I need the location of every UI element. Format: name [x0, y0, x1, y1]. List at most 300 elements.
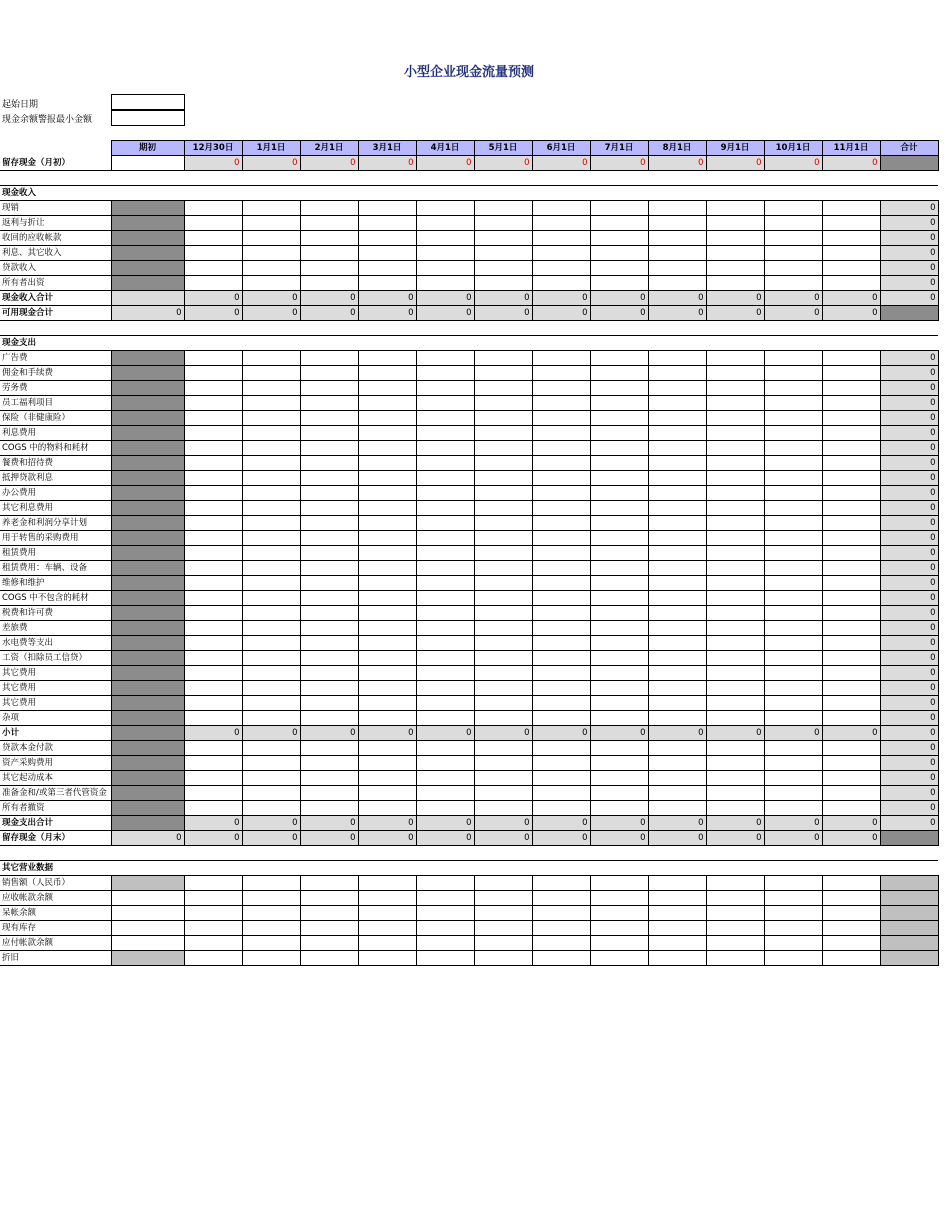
month-input-cell[interactable] [300, 261, 358, 276]
month-input-cell[interactable] [184, 486, 242, 501]
month-input-cell[interactable] [822, 876, 880, 891]
month-input-cell[interactable] [300, 621, 358, 636]
month-input-cell[interactable] [590, 711, 648, 726]
month-input-cell[interactable] [532, 891, 590, 906]
month-input-cell[interactable] [648, 876, 706, 891]
month-input-cell[interactable] [474, 486, 532, 501]
month-input-cell[interactable] [184, 786, 242, 801]
month-input-cell[interactable] [532, 531, 590, 546]
month-input-cell[interactable] [416, 936, 474, 951]
month-input-cell[interactable] [184, 201, 242, 216]
month-input-cell[interactable] [590, 876, 648, 891]
month-input-cell[interactable] [474, 441, 532, 456]
month-input-cell[interactable] [242, 591, 300, 606]
month-input-cell[interactable] [648, 606, 706, 621]
month-input-cell[interactable] [706, 456, 764, 471]
month-input-cell[interactable] [822, 471, 880, 486]
opening-cell[interactable] [111, 156, 184, 171]
month-input-cell[interactable] [300, 231, 358, 246]
month-input-cell[interactable] [532, 441, 590, 456]
month-input-cell[interactable] [358, 801, 416, 816]
month-input-cell[interactable] [358, 636, 416, 651]
month-input-cell[interactable] [358, 231, 416, 246]
month-input-cell[interactable] [358, 606, 416, 621]
month-input-cell[interactable] [590, 216, 648, 231]
month-input-cell[interactable] [648, 381, 706, 396]
month-input-cell[interactable] [532, 471, 590, 486]
month-input-cell[interactable] [300, 501, 358, 516]
month-input-cell[interactable] [532, 786, 590, 801]
month-input-cell[interactable] [300, 801, 358, 816]
month-input-cell[interactable] [474, 471, 532, 486]
month-input-cell[interactable] [706, 261, 764, 276]
month-input-cell[interactable] [532, 486, 590, 501]
month-input-cell[interactable] [648, 651, 706, 666]
month-input-cell[interactable] [416, 501, 474, 516]
month-input-cell[interactable] [358, 276, 416, 291]
month-input-cell[interactable] [706, 771, 764, 786]
month-input-cell[interactable] [416, 381, 474, 396]
month-input-cell[interactable] [822, 696, 880, 711]
month-input-cell[interactable] [822, 261, 880, 276]
month-input-cell[interactable] [416, 651, 474, 666]
month-input-cell[interactable] [706, 561, 764, 576]
month-input-cell[interactable] [590, 756, 648, 771]
month-input-cell[interactable] [764, 786, 822, 801]
month-input-cell[interactable] [300, 561, 358, 576]
month-input-cell[interactable] [242, 606, 300, 621]
month-input-cell[interactable] [822, 426, 880, 441]
month-input-cell[interactable] [706, 471, 764, 486]
month-input-cell[interactable] [416, 951, 474, 966]
month-input-cell[interactable] [532, 276, 590, 291]
month-input-cell[interactable] [764, 681, 822, 696]
month-input-cell[interactable] [300, 936, 358, 951]
month-input-cell[interactable] [706, 666, 764, 681]
month-input-cell[interactable] [184, 546, 242, 561]
month-input-cell[interactable] [590, 486, 648, 501]
month-input-cell[interactable] [822, 651, 880, 666]
month-input-cell[interactable] [358, 576, 416, 591]
month-input-cell[interactable] [416, 561, 474, 576]
month-input-cell[interactable] [532, 381, 590, 396]
month-input-cell[interactable] [474, 201, 532, 216]
month-input-cell[interactable] [242, 546, 300, 561]
month-input-cell[interactable] [822, 396, 880, 411]
month-input-cell[interactable] [648, 366, 706, 381]
month-input-cell[interactable] [416, 576, 474, 591]
month-input-cell[interactable] [822, 801, 880, 816]
month-input-cell[interactable] [822, 441, 880, 456]
month-input-cell[interactable] [590, 441, 648, 456]
month-input-cell[interactable] [474, 606, 532, 621]
month-input-cell[interactable] [532, 561, 590, 576]
month-input-cell[interactable] [648, 516, 706, 531]
month-input-cell[interactable] [474, 741, 532, 756]
month-input-cell[interactable] [590, 261, 648, 276]
month-input-cell[interactable] [706, 936, 764, 951]
month-input-cell[interactable] [416, 426, 474, 441]
month-input-cell[interactable] [590, 351, 648, 366]
month-input-cell[interactable] [358, 546, 416, 561]
month-input-cell[interactable] [822, 231, 880, 246]
month-input-cell[interactable] [706, 216, 764, 231]
month-input-cell[interactable] [648, 591, 706, 606]
month-input-cell[interactable] [764, 231, 822, 246]
month-input-cell[interactable] [416, 666, 474, 681]
month-input-cell[interactable] [474, 366, 532, 381]
month-input-cell[interactable] [416, 441, 474, 456]
month-input-cell[interactable] [416, 891, 474, 906]
month-input-cell[interactable] [532, 516, 590, 531]
month-input-cell[interactable] [358, 906, 416, 921]
month-input-cell[interactable] [358, 396, 416, 411]
month-input-cell[interactable] [822, 351, 880, 366]
month-input-cell[interactable] [706, 711, 764, 726]
month-input-cell[interactable] [474, 576, 532, 591]
month-input-cell[interactable] [822, 546, 880, 561]
month-input-cell[interactable] [648, 711, 706, 726]
month-input-cell[interactable] [300, 741, 358, 756]
month-input-cell[interactable] [590, 246, 648, 261]
month-input-cell[interactable] [358, 456, 416, 471]
month-input-cell[interactable] [822, 891, 880, 906]
month-input-cell[interactable] [764, 471, 822, 486]
month-input-cell[interactable] [358, 411, 416, 426]
month-input-cell[interactable] [822, 666, 880, 681]
month-input-cell[interactable] [242, 651, 300, 666]
month-input-cell[interactable] [590, 456, 648, 471]
month-input-cell[interactable] [184, 591, 242, 606]
month-input-cell[interactable] [416, 231, 474, 246]
month-input-cell[interactable] [764, 891, 822, 906]
month-input-cell[interactable] [416, 531, 474, 546]
month-input-cell[interactable] [706, 621, 764, 636]
month-input-cell[interactable] [474, 921, 532, 936]
month-input-cell[interactable] [648, 456, 706, 471]
month-input-cell[interactable] [532, 921, 590, 936]
month-input-cell[interactable] [300, 426, 358, 441]
month-input-cell[interactable] [184, 636, 242, 651]
month-input-cell[interactable] [358, 351, 416, 366]
month-input-cell[interactable] [358, 951, 416, 966]
month-input-cell[interactable] [184, 231, 242, 246]
month-input-cell[interactable] [416, 516, 474, 531]
month-input-cell[interactable] [532, 231, 590, 246]
month-input-cell[interactable] [648, 561, 706, 576]
month-input-cell[interactable] [300, 921, 358, 936]
month-input-cell[interactable] [648, 411, 706, 426]
month-input-cell[interactable] [184, 261, 242, 276]
month-input-cell[interactable] [184, 396, 242, 411]
month-input-cell[interactable] [822, 741, 880, 756]
month-input-cell[interactable] [590, 666, 648, 681]
month-input-cell[interactable] [822, 246, 880, 261]
month-input-cell[interactable] [822, 576, 880, 591]
month-input-cell[interactable] [474, 876, 532, 891]
month-input-cell[interactable] [764, 621, 822, 636]
month-input-cell[interactable] [300, 711, 358, 726]
month-input-cell[interactable] [706, 636, 764, 651]
month-input-cell[interactable] [242, 261, 300, 276]
month-input-cell[interactable] [590, 606, 648, 621]
month-input-cell[interactable] [532, 906, 590, 921]
month-input-cell[interactable] [532, 501, 590, 516]
month-input-cell[interactable] [242, 396, 300, 411]
month-input-cell[interactable] [242, 351, 300, 366]
month-input-cell[interactable] [590, 591, 648, 606]
month-input-cell[interactable] [474, 711, 532, 726]
month-input-cell[interactable] [358, 771, 416, 786]
min-balance-input[interactable] [111, 110, 185, 126]
month-input-cell[interactable] [706, 201, 764, 216]
month-input-cell[interactable] [822, 381, 880, 396]
month-input-cell[interactable] [648, 741, 706, 756]
month-input-cell[interactable] [764, 411, 822, 426]
month-input-cell[interactable] [764, 801, 822, 816]
month-input-cell[interactable] [822, 501, 880, 516]
month-input-cell[interactable] [358, 786, 416, 801]
month-input-cell[interactable] [300, 786, 358, 801]
month-input-cell[interactable] [764, 501, 822, 516]
month-input-cell[interactable] [184, 876, 242, 891]
month-input-cell[interactable] [184, 681, 242, 696]
month-input-cell[interactable] [822, 456, 880, 471]
month-input-cell[interactable] [300, 636, 358, 651]
month-input-cell[interactable] [242, 381, 300, 396]
month-input-cell[interactable] [532, 756, 590, 771]
month-input-cell[interactable] [532, 396, 590, 411]
month-input-cell[interactable] [184, 951, 242, 966]
month-input-cell[interactable] [706, 246, 764, 261]
month-input-cell[interactable] [590, 951, 648, 966]
month-input-cell[interactable] [590, 636, 648, 651]
month-input-cell[interactable] [300, 276, 358, 291]
month-input-cell[interactable] [242, 771, 300, 786]
month-input-cell[interactable] [184, 621, 242, 636]
month-input-cell[interactable] [648, 801, 706, 816]
month-input-cell[interactable] [416, 201, 474, 216]
month-input-cell[interactable] [706, 906, 764, 921]
month-input-cell[interactable] [822, 711, 880, 726]
month-input-cell[interactable] [764, 606, 822, 621]
month-input-cell[interactable] [300, 876, 358, 891]
month-input-cell[interactable] [590, 381, 648, 396]
month-input-cell[interactable] [184, 666, 242, 681]
month-input-cell[interactable] [764, 486, 822, 501]
month-input-cell[interactable] [706, 441, 764, 456]
month-input-cell[interactable] [764, 276, 822, 291]
month-input-cell[interactable] [474, 666, 532, 681]
month-input-cell[interactable] [648, 216, 706, 231]
month-input-cell[interactable] [242, 696, 300, 711]
start-date-input[interactable] [111, 94, 185, 110]
month-input-cell[interactable] [764, 261, 822, 276]
month-input-cell[interactable] [706, 786, 764, 801]
month-input-cell[interactable] [242, 366, 300, 381]
month-input-cell[interactable] [184, 456, 242, 471]
month-input-cell[interactable] [358, 246, 416, 261]
month-input-cell[interactable] [648, 471, 706, 486]
month-input-cell[interactable] [648, 276, 706, 291]
month-input-cell[interactable] [242, 741, 300, 756]
month-input-cell[interactable] [590, 546, 648, 561]
month-input-cell[interactable] [358, 651, 416, 666]
month-input-cell[interactable] [300, 651, 358, 666]
month-input-cell[interactable] [706, 501, 764, 516]
month-input-cell[interactable] [764, 546, 822, 561]
month-input-cell[interactable] [474, 381, 532, 396]
month-input-cell[interactable] [648, 951, 706, 966]
month-input-cell[interactable] [706, 606, 764, 621]
month-input-cell[interactable] [822, 621, 880, 636]
month-input-cell[interactable] [706, 951, 764, 966]
month-input-cell[interactable] [822, 951, 880, 966]
month-input-cell[interactable] [416, 486, 474, 501]
month-input-cell[interactable] [590, 561, 648, 576]
month-input-cell[interactable] [242, 516, 300, 531]
month-input-cell[interactable] [242, 756, 300, 771]
month-input-cell[interactable] [416, 276, 474, 291]
month-input-cell[interactable] [184, 471, 242, 486]
month-input-cell[interactable] [648, 261, 706, 276]
month-input-cell[interactable] [416, 471, 474, 486]
month-input-cell[interactable] [184, 426, 242, 441]
month-input-cell[interactable] [474, 411, 532, 426]
month-input-cell[interactable] [706, 891, 764, 906]
month-input-cell[interactable] [764, 561, 822, 576]
month-input-cell[interactable] [184, 576, 242, 591]
month-input-cell[interactable] [184, 756, 242, 771]
month-input-cell[interactable] [300, 681, 358, 696]
month-input-cell[interactable] [706, 381, 764, 396]
month-input-cell[interactable] [648, 906, 706, 921]
month-input-cell[interactable] [764, 441, 822, 456]
month-input-cell[interactable] [706, 696, 764, 711]
month-input-cell[interactable] [184, 906, 242, 921]
month-input-cell[interactable] [822, 366, 880, 381]
month-input-cell[interactable] [358, 516, 416, 531]
month-input-cell[interactable] [648, 891, 706, 906]
month-input-cell[interactable] [590, 426, 648, 441]
month-input-cell[interactable] [184, 921, 242, 936]
month-input-cell[interactable] [474, 756, 532, 771]
month-input-cell[interactable] [242, 501, 300, 516]
month-input-cell[interactable] [300, 216, 358, 231]
month-input-cell[interactable] [648, 501, 706, 516]
opening-cell[interactable] [111, 891, 184, 906]
month-input-cell[interactable] [764, 516, 822, 531]
month-input-cell[interactable] [764, 366, 822, 381]
month-input-cell[interactable] [300, 951, 358, 966]
month-input-cell[interactable] [532, 666, 590, 681]
month-input-cell[interactable] [590, 411, 648, 426]
month-input-cell[interactable] [706, 426, 764, 441]
month-input-cell[interactable] [764, 951, 822, 966]
month-input-cell[interactable] [300, 201, 358, 216]
month-input-cell[interactable] [300, 456, 358, 471]
month-input-cell[interactable] [764, 696, 822, 711]
month-input-cell[interactable] [822, 756, 880, 771]
month-input-cell[interactable] [242, 201, 300, 216]
month-input-cell[interactable] [474, 246, 532, 261]
month-input-cell[interactable] [474, 951, 532, 966]
month-input-cell[interactable] [590, 771, 648, 786]
month-input-cell[interactable] [532, 621, 590, 636]
month-input-cell[interactable] [532, 681, 590, 696]
month-input-cell[interactable] [822, 906, 880, 921]
month-input-cell[interactable] [300, 591, 358, 606]
month-input-cell[interactable] [532, 366, 590, 381]
month-input-cell[interactable] [416, 411, 474, 426]
month-input-cell[interactable] [358, 891, 416, 906]
month-input-cell[interactable] [184, 516, 242, 531]
month-input-cell[interactable] [416, 261, 474, 276]
month-input-cell[interactable] [764, 936, 822, 951]
month-input-cell[interactable] [300, 351, 358, 366]
month-input-cell[interactable] [590, 276, 648, 291]
month-input-cell[interactable] [474, 696, 532, 711]
month-input-cell[interactable] [242, 576, 300, 591]
month-input-cell[interactable] [648, 681, 706, 696]
month-input-cell[interactable] [590, 906, 648, 921]
month-input-cell[interactable] [474, 786, 532, 801]
month-input-cell[interactable] [416, 786, 474, 801]
month-input-cell[interactable] [184, 651, 242, 666]
month-input-cell[interactable] [358, 531, 416, 546]
month-input-cell[interactable] [184, 771, 242, 786]
month-input-cell[interactable] [532, 576, 590, 591]
month-input-cell[interactable] [590, 621, 648, 636]
month-input-cell[interactable] [242, 921, 300, 936]
month-input-cell[interactable] [416, 546, 474, 561]
month-input-cell[interactable] [474, 396, 532, 411]
month-input-cell[interactable] [532, 591, 590, 606]
month-input-cell[interactable] [764, 246, 822, 261]
month-input-cell[interactable] [242, 936, 300, 951]
month-input-cell[interactable] [590, 696, 648, 711]
month-input-cell[interactable] [474, 501, 532, 516]
opening-cell[interactable] [111, 936, 184, 951]
month-input-cell[interactable] [648, 201, 706, 216]
month-input-cell[interactable] [474, 231, 532, 246]
month-input-cell[interactable] [590, 501, 648, 516]
month-input-cell[interactable] [242, 951, 300, 966]
month-input-cell[interactable] [706, 801, 764, 816]
month-input-cell[interactable] [764, 906, 822, 921]
month-input-cell[interactable] [706, 411, 764, 426]
month-input-cell[interactable] [358, 216, 416, 231]
month-input-cell[interactable] [532, 456, 590, 471]
month-input-cell[interactable] [648, 666, 706, 681]
month-input-cell[interactable] [416, 741, 474, 756]
month-input-cell[interactable] [358, 381, 416, 396]
month-input-cell[interactable] [706, 681, 764, 696]
month-input-cell[interactable] [822, 276, 880, 291]
month-input-cell[interactable] [532, 951, 590, 966]
month-input-cell[interactable] [822, 921, 880, 936]
month-input-cell[interactable] [706, 351, 764, 366]
month-input-cell[interactable] [184, 561, 242, 576]
month-input-cell[interactable] [184, 936, 242, 951]
month-input-cell[interactable] [358, 696, 416, 711]
month-input-cell[interactable] [590, 576, 648, 591]
month-input-cell[interactable] [648, 396, 706, 411]
month-input-cell[interactable] [532, 411, 590, 426]
month-input-cell[interactable] [358, 756, 416, 771]
month-input-cell[interactable] [532, 351, 590, 366]
month-input-cell[interactable] [532, 546, 590, 561]
